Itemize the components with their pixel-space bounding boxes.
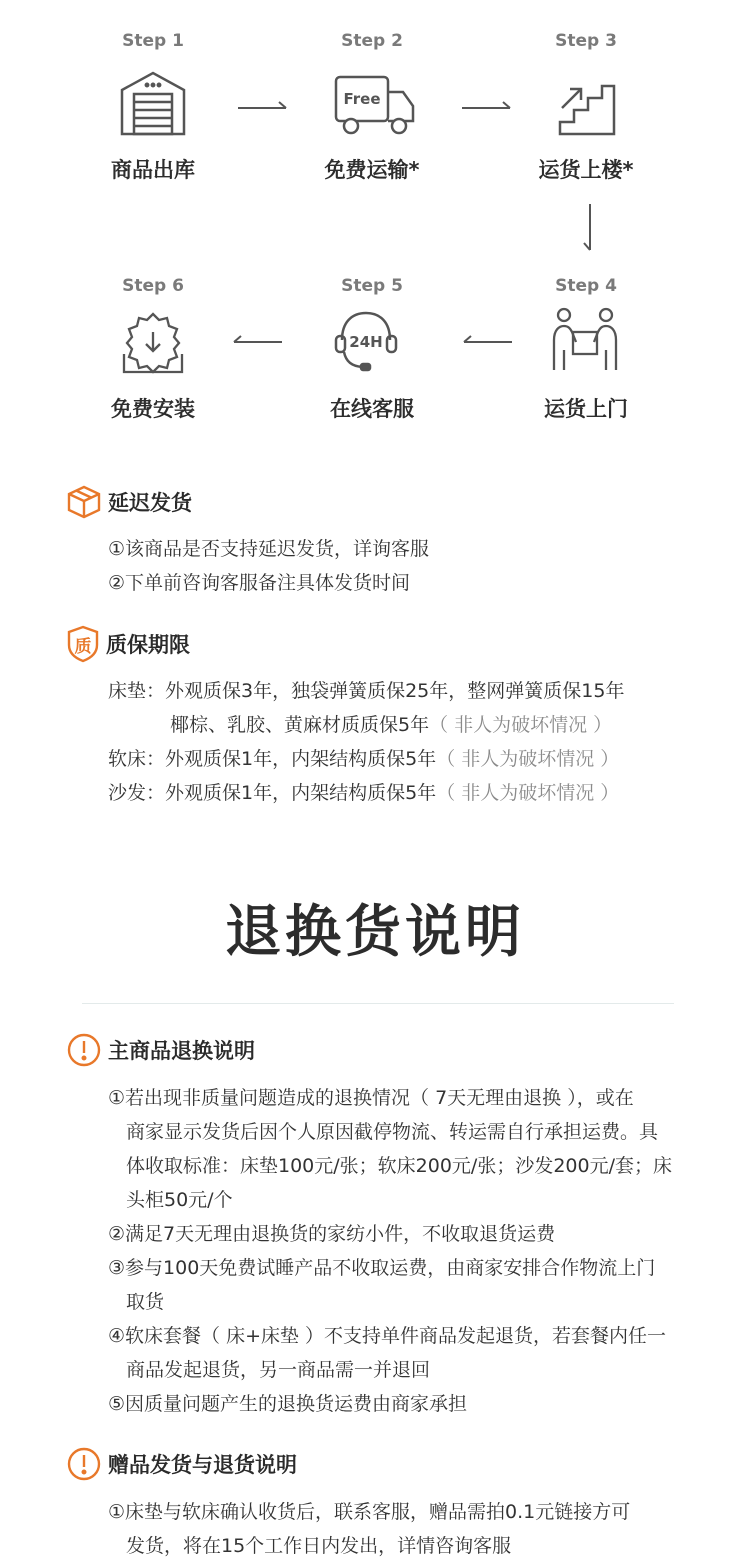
free-badge: Free	[343, 90, 381, 108]
main-returns-line: 商品发起退货，另一商品需一并退回	[126, 1359, 431, 1381]
arrow-left-icon	[232, 334, 282, 346]
step-1-name: 商品出库	[111, 158, 195, 182]
main-returns-title: 主商品退换说明	[108, 1039, 255, 1063]
exclamation-icon	[66, 1446, 102, 1482]
gift-returns-line: 发货，将在15个工作日内发出，详情咨询客服	[126, 1535, 512, 1557]
step-4-name: 运货上门	[544, 397, 628, 421]
main-returns-line: 取货	[126, 1291, 165, 1313]
delay-item: ②下单前咨询客服备注具体发货时间	[108, 572, 411, 594]
arrow-down-icon	[582, 204, 596, 252]
warranty-title: 质保期限	[106, 633, 190, 657]
warranty-section-header	[66, 624, 190, 664]
warranty-line: 沙发：外观质保1年，内架结构质保5年（ 非人为破坏情况 ）	[108, 782, 620, 804]
step-5-name: 在线客服	[330, 397, 414, 421]
main-returns-line: ⑤因质量问题产生的退换货运费由商家承担	[108, 1393, 468, 1415]
delay-item: ①该商品是否支持延迟发货，详询客服	[108, 538, 430, 560]
warranty-line: 椰棕、乳胶、黄麻材质质保5年（ 非人为破坏情况 ）	[170, 714, 613, 736]
main-returns-line: ①若出现非质量问题造成的退换情况（ 7天无理由退换 ），或在	[108, 1087, 634, 1109]
arrow-right-icon	[462, 100, 512, 112]
step-4-label: Step 4	[555, 276, 617, 296]
gift-returns-line: ①床垫与软床确认收货后，联系客服，赠品需拍0.1元链接方可	[108, 1501, 631, 1523]
divider	[82, 1003, 674, 1004]
step-2-name: 免费运输*	[324, 158, 420, 182]
quality-shield-icon: 质	[66, 625, 100, 663]
delay-section-header	[66, 482, 192, 522]
step-6-name: 免费安装	[111, 397, 195, 421]
main-returns-line: ②满足7天无理由退换货的家纺小件，不收取退货运费	[108, 1223, 556, 1245]
step-1-label: Step 1	[122, 31, 184, 51]
gift-returns-title: 赠品发货与退货说明	[108, 1453, 297, 1477]
main-returns-header	[66, 1030, 255, 1070]
warranty-note: （ 非人为破坏情况 ）	[429, 714, 613, 736]
24h-badge: 24H	[349, 333, 383, 351]
arrow-left-icon	[462, 334, 512, 346]
returns-title: 退换货说明	[225, 900, 525, 965]
main-returns-line: 商家显示发货后因个人原因截停物流、转运需自行承担运费。具	[126, 1121, 659, 1143]
main-returns-line: 头柜50元/个	[126, 1189, 233, 1211]
main-returns-line: ④软床套餐（ 床+床垫 ）不支持单件商品发起退货，若套餐内任一	[108, 1325, 667, 1347]
step-3-name: 运货上楼*	[538, 158, 634, 182]
warranty-note: （ 非人为破坏情况 ）	[436, 748, 620, 770]
box-icon	[66, 484, 102, 520]
main-returns-line: 体收取标准：床垫100元/张；软床200元/张；沙发200元/套；床	[126, 1155, 673, 1177]
step-2-label: Step 2	[341, 31, 403, 51]
delivery-people-icon	[550, 306, 620, 374]
step-3-label: Step 3	[555, 31, 617, 51]
step-6-label: Step 6	[122, 276, 184, 296]
warranty-line: 软床：外观质保1年，内架结构质保5年（ 非人为破坏情况 ）	[108, 748, 620, 770]
installation-icon	[120, 310, 186, 376]
main-returns-line: ③参与100天免费试睡产品不收取运费，由商家安排合作物流上门	[108, 1257, 656, 1279]
gift-returns-header	[66, 1444, 297, 1484]
warranty-line: 床垫：外观质保3年，独袋弹簧质保25年，整网弹簧质保15年	[108, 680, 625, 702]
exclamation-icon	[66, 1032, 102, 1068]
arrow-right-icon	[238, 100, 288, 112]
stairs-icon	[556, 72, 618, 138]
warranty-note: （ 非人为破坏情况 ）	[436, 782, 620, 804]
delay-title: 延迟发货	[108, 491, 192, 515]
step-5-label: Step 5	[341, 276, 403, 296]
warehouse-icon	[118, 68, 188, 138]
